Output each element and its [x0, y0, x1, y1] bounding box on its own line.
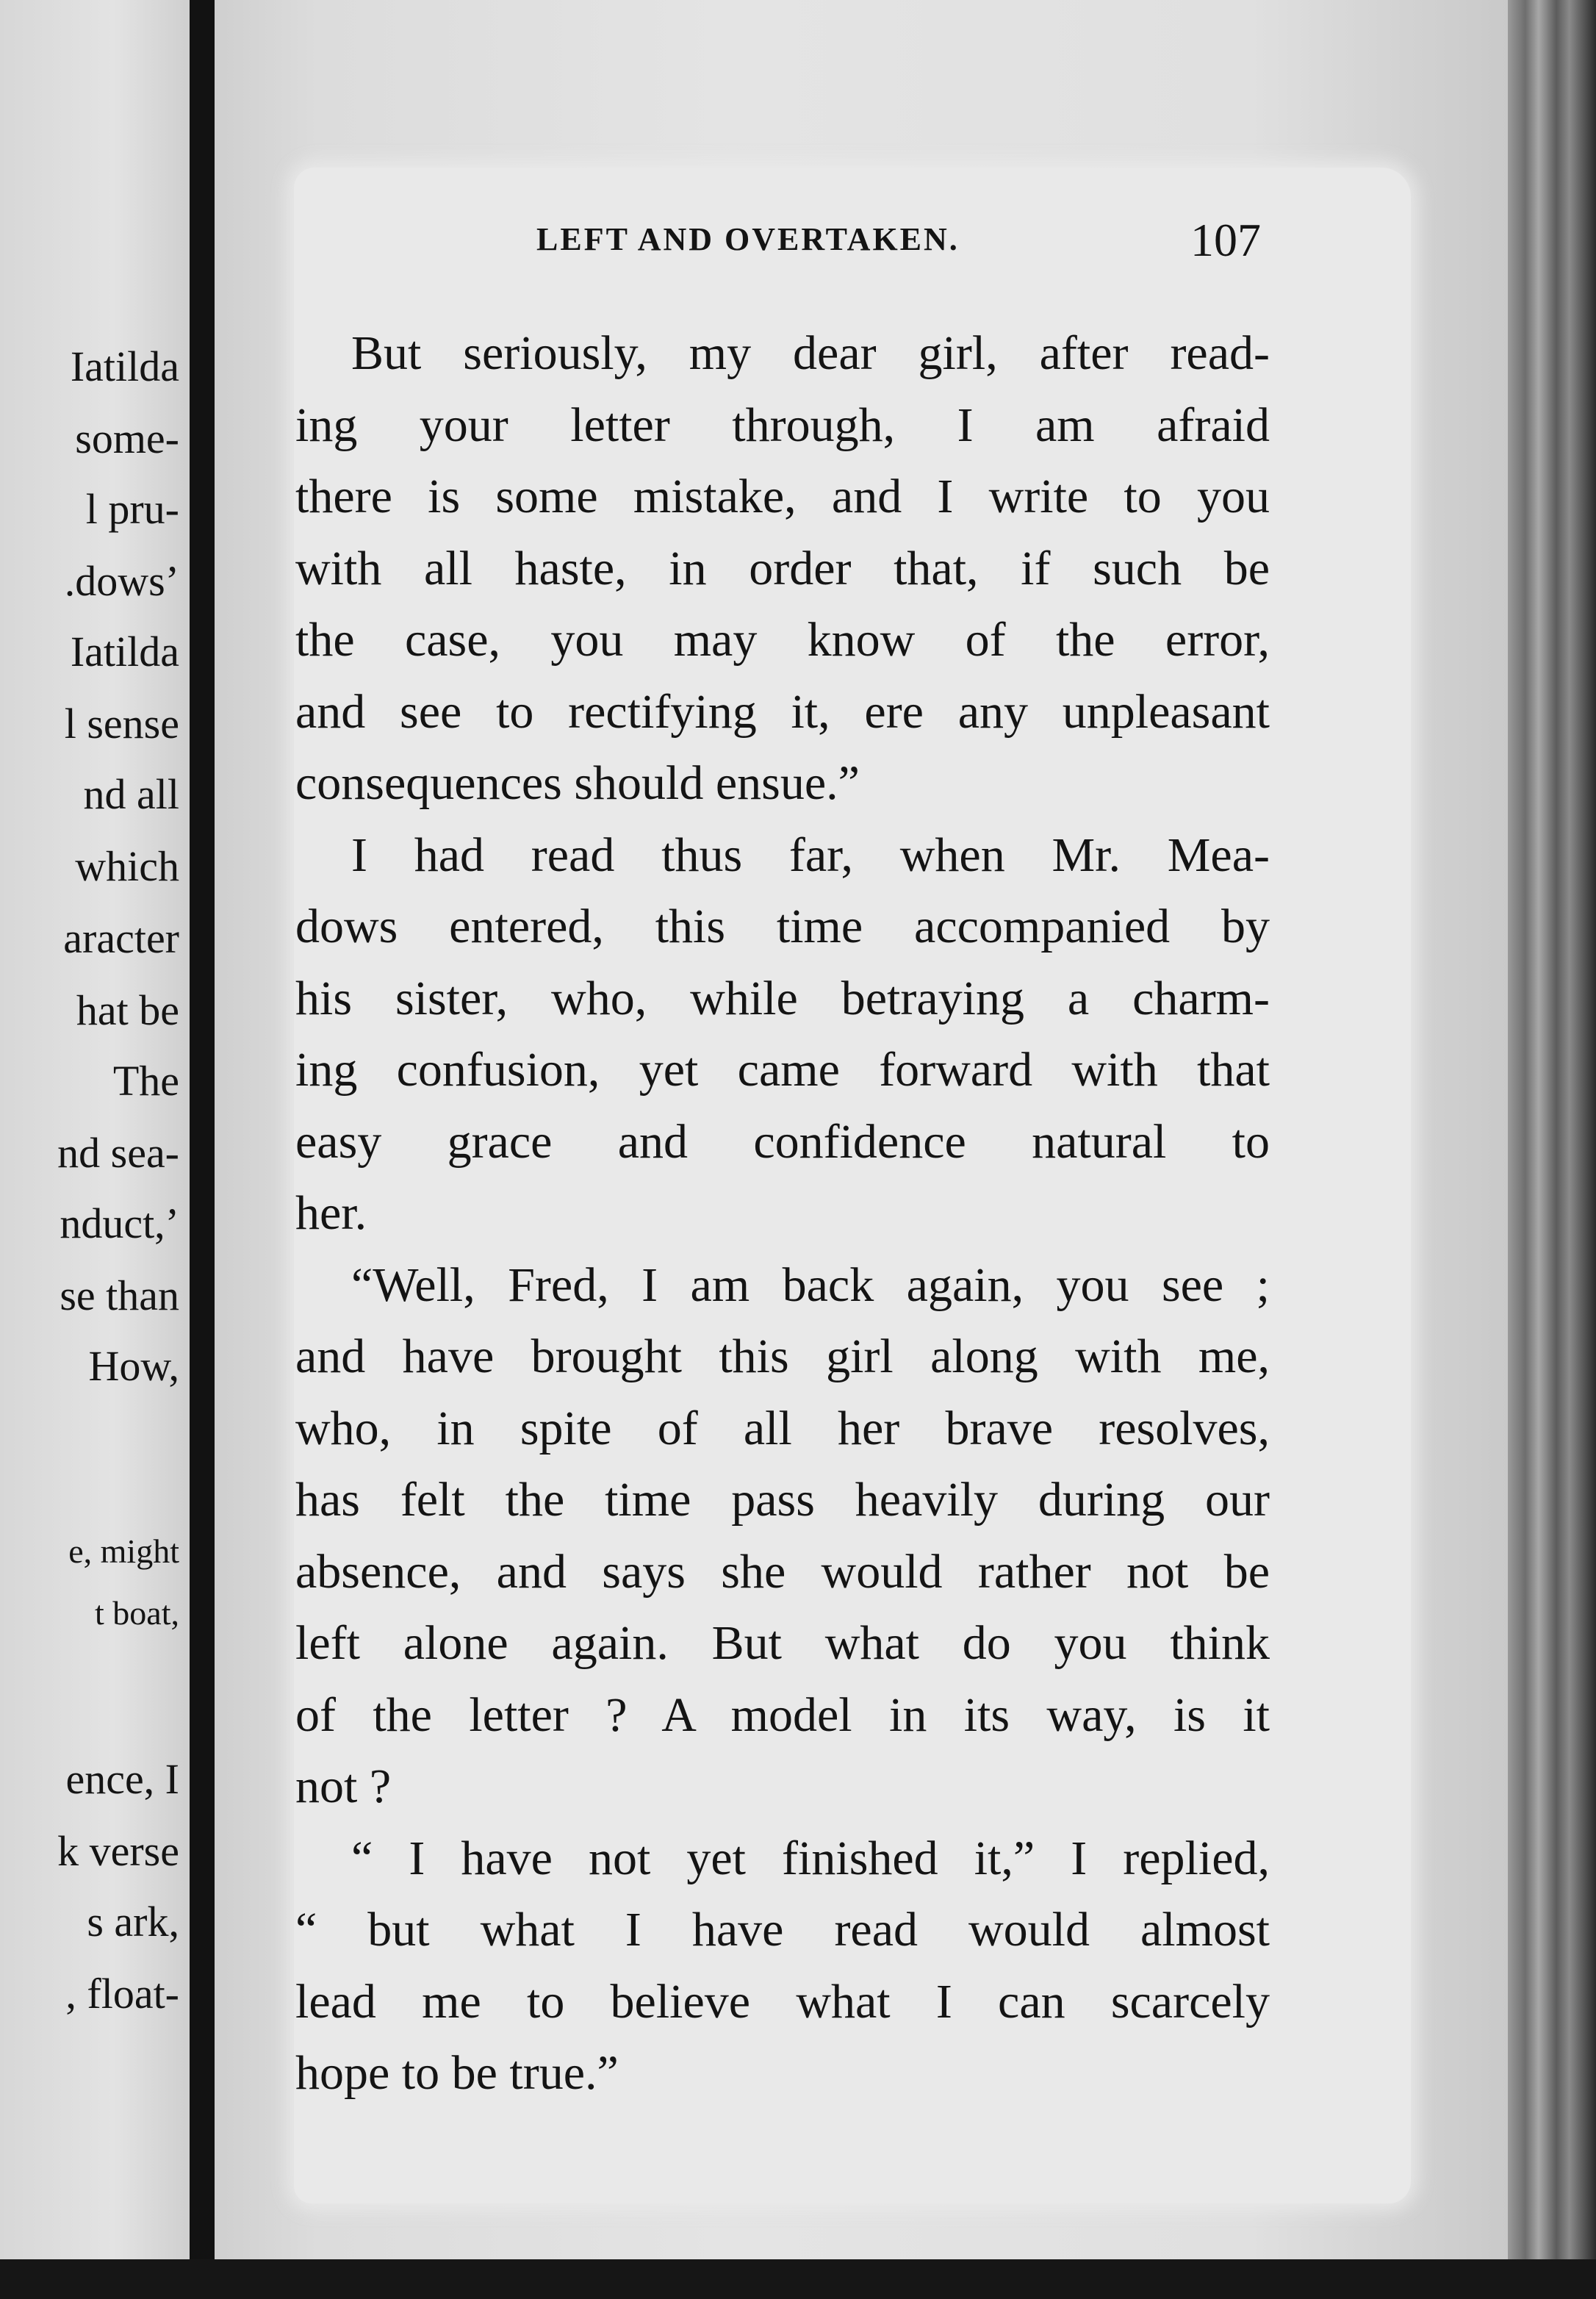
- previous-page-line: nduct,’: [60, 1199, 179, 1247]
- previous-page-line: l sense: [64, 700, 179, 747]
- body-text-line: with all haste, in order that, if such be: [295, 542, 1270, 595]
- previous-page-line: The: [112, 1057, 179, 1105]
- previous-page-line: which: [75, 842, 179, 890]
- body-text-line: has felt the time pass heavily during our: [295, 1473, 1270, 1527]
- body-text-line: But seriously, my dear girl, after read-: [351, 326, 1270, 380]
- previous-page-line: ence, I: [65, 1755, 179, 1803]
- previous-page-line: nd sea-: [57, 1129, 179, 1177]
- previous-page-line: k verse: [57, 1827, 179, 1875]
- previous-page-line: s ark,: [87, 1898, 179, 1945]
- previous-page-line: se than: [60, 1272, 179, 1319]
- book-page: [215, 0, 1508, 2259]
- body-text-line: dows entered, this time accompanied by: [295, 900, 1270, 953]
- book-gutter: [190, 0, 215, 2299]
- previous-page-line: Iatilda: [70, 628, 179, 675]
- body-text-line: and see to rectifying it, ere any unpleasant: [295, 685, 1270, 739]
- previous-page-line: How,: [88, 1342, 179, 1390]
- body-text-line: I had read thus far, when Mr. Mea-: [351, 828, 1270, 882]
- page-stack-edge: [1508, 0, 1596, 2299]
- body-text-line: consequences should ensue.”: [295, 756, 860, 810]
- body-text-line: left alone again. But what do you think: [295, 1616, 1270, 1670]
- running-head: LEFT AND OVERTAKEN.: [536, 221, 960, 257]
- body-text-line: there is some mistake, and I write to you: [295, 470, 1270, 523]
- body-text-line: his sister, who, while betraying a charm-: [295, 972, 1270, 1025]
- previous-page-fragment: [0, 0, 190, 2259]
- body-text-line: ing confusion, yet came forward with that: [295, 1043, 1270, 1097]
- body-text-line: ing your letter through, I am afraid: [295, 398, 1270, 452]
- previous-page-line: t boat,: [95, 1594, 179, 1632]
- previous-page-line: , float-: [65, 1970, 179, 2018]
- previous-page-line: nd all: [83, 770, 179, 818]
- body-text-line: absence, and says she would rather not be: [295, 1545, 1270, 1599]
- body-text-line: her.: [295, 1186, 367, 1240]
- previous-page-line: some-: [75, 415, 179, 462]
- previous-page-line: Iatilda: [70, 342, 179, 390]
- body-text-line: who, in spite of all her brave resolves,: [295, 1402, 1270, 1455]
- body-text-line: not ?: [295, 1760, 392, 1813]
- previous-page-line: e, might: [68, 1532, 179, 1570]
- body-text-line: the case, you may know of the error,: [295, 613, 1270, 667]
- scan-bottom-border: [0, 2259, 1596, 2299]
- page-number: 107: [1190, 214, 1261, 266]
- previous-page-line: l pru-: [85, 485, 179, 533]
- body-text-line: “Well, Fred, I am back again, you see ;: [351, 1258, 1270, 1312]
- body-text-line: “ I have not yet finished it,” I replied,: [351, 1832, 1270, 1885]
- body-text-line: of the letter ? A model in its way, is it: [295, 1688, 1270, 1742]
- body-text-line: hope to be true.”: [295, 2046, 619, 2100]
- body-text-line: lead me to believe what I can scarcely: [295, 1975, 1270, 2029]
- previous-page-line: aracter: [63, 914, 179, 962]
- previous-page-line: .dows’: [64, 557, 179, 605]
- body-text-line: “ but what I have read would almost: [295, 1903, 1270, 1957]
- body-text-line: easy grace and confidence natural to: [295, 1115, 1270, 1169]
- previous-page-line: hat be: [76, 986, 179, 1034]
- body-text-line: and have brought this girl along with me,: [295, 1330, 1270, 1383]
